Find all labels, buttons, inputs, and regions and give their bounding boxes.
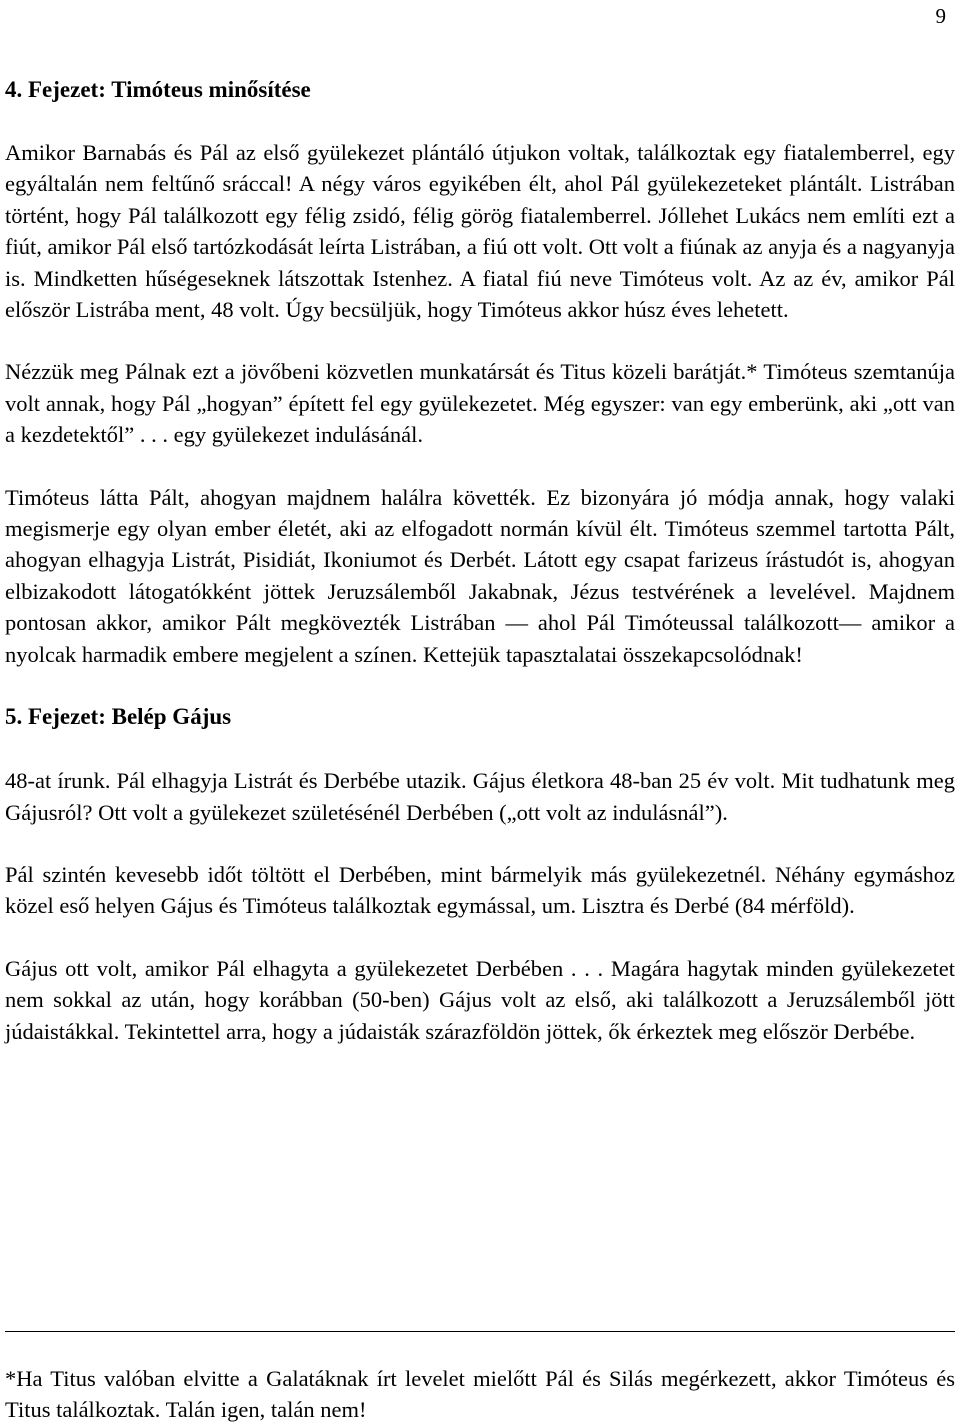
chapter-4-heading: 4. Fejezet: Timóteus minősítése — [5, 77, 311, 102]
footnote: *Ha Titus valóban elvitte a Galatáknak írt levelet mielőtt Pál és Silás megérkezett, akkor Timóteus és Titus találkoztak. Talán igen, talán nem! — [5, 1366, 955, 1423]
chapter-5-heading: 5. Fejezet: Belép Gájus — [5, 704, 232, 730]
chapter-5-paragraph: Pál szintén kevesebb időt töltött el Derbében, mint bármelyik más gyülekezetnél. Néhány egymáshoz közel eső helyen Gájus és Timóteus találkoztak egymással, um. Lisztra és Derbé (84 mérföld). — [5, 861, 955, 919]
chapter-5-paragraph: Gájus ott volt, amikor Pál elhagyta a gyülekezetet Derbében . . . Magára hagytak minden gyülekezetet nem sokkal az után, hogy korábban (50-ben) Gájus volt az első, aki találkozott a Jeruzsálemből jött júdaistákkal. Tekintettel arra, hogy a júdaisták szárazföldön jöttek, ők érkeztek meg először Derbébe. — [5, 955, 955, 1044]
chapter-4-paragraph: Amikor Barnabás és Pál az első gyülekezet plántáló útjukon voltak, találkoztak egy fiatalemberrel, egy egyáltalán nem feltűnő sráccal! A négy város egyikében élt, ahol Pál gyülekezeteket plántált. Listrában történt, hogy Pál találkozott egy félig zsidó, félig görög fiatalemberrel. Jóllehet Lukács nem említi ezt a fiút, amikor Pál első tartózkodását leírta Listrában, a fiú ott volt. Ott volt a fiúnak az anyja és a nagyanyja is. Mindketten hűségeseknek látszottak Istenhez. A fiatal fiú neve Timóteus volt. Az az év, amikor Pál először Listrába ment, 48 volt. Úgy becsüljük, hogy Timóteus akkor húsz éves lehetett. — [5, 140, 955, 323]
page-number: 9 — [935, 4, 946, 28]
footnote-divider — [5, 1331, 955, 1332]
chapter-4-paragraph: Nézzük meg Pálnak ezt a jövőbeni közvetlen munkatársát és Titus közeli barátját.* Timóteus szemtanúja volt annak, hogy Pál „hogyan” épített fel egy gyülekezetet. Még egyszer: van egy emberünk, aki „ott van a kezdetektől” . . . egy gyülekezet indulásánál. — [5, 359, 955, 448]
chapter-5-paragraph: 48-at írunk. Pál elhagyja Listrát és Derbébe utazik. Gájus életkora 48-ban 25 év volt. Mit tudhatunk meg Gájusról? Ott volt a gyülekezet születésénél Derbében („ott volt az indulásnál”). — [5, 768, 955, 825]
chapter-4-paragraph: Timóteus látta Pált, ahogyan majdnem halálra követték. Ez bizonyára jó módja annak, hogy valaki megismerje egy olyan ember életét, aki az elfogadott normán kívül élt. Timóteus szemmel tartotta Pált, ahogyan elhagyja Listrát, Pisidiát, Ikoniumot és Derbét. Látott egy csapat farizeus írástudót is, ahogyan elbizakodott látogatókként jöttek Jeruzsálemből Jakabnak, Jézus testvérének a levelével. Majdnem pontosan akkor, amikor Pált megkövezték Listrában — ahol Pál Timóteussal találkozott— amikor a nyolcak harmadik embere megjelent a színen. Kettejük tapasztalatai összekapcsolódnak! — [5, 484, 955, 667]
document-body — [5, 74, 955, 1047]
